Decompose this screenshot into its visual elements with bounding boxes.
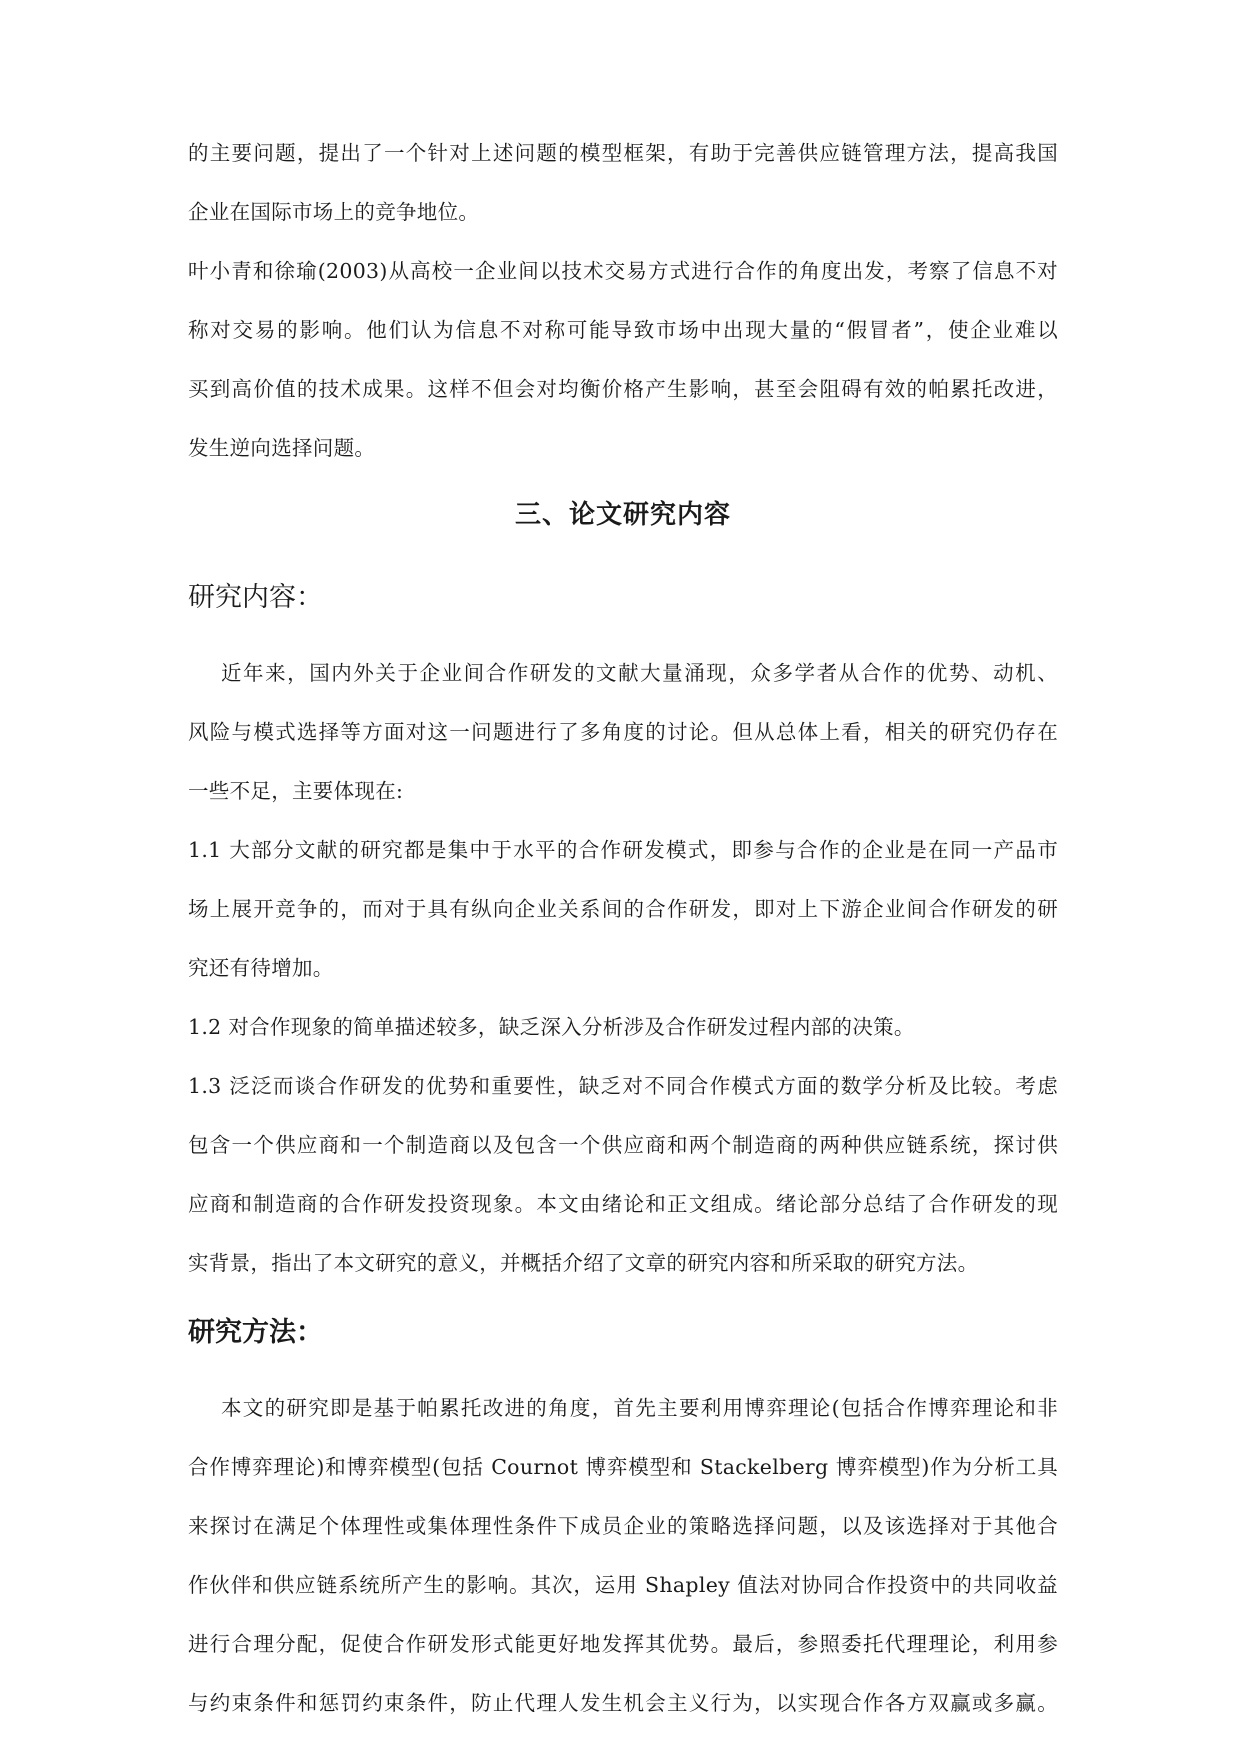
paragraph-line: 来探讨在满足个体理性或集体理性条件下成员企业的策略选择问题，以及该选择对于其他合 bbox=[188, 1514, 1058, 1538]
paragraph-line: 作伙伴和供应链系统所产生的影响。其次，运用 Shapley 值法对协同合作投资中的共同收益 bbox=[188, 1573, 1058, 1597]
paragraph-line: 本文的研究即是基于帕累托改进的角度，首先主要利用博弈理论(包括合作博弈理论和非 bbox=[221, 1396, 1058, 1420]
ye-xu-paragraph bbox=[188, 242, 1058, 478]
paragraph-line: 一些不足，主要体现在: bbox=[188, 779, 404, 803]
paragraph-line: 应商和制造商的合作研发投资现象。本文由绪论和正文组成。绪论部分总结了合作研发的现 bbox=[188, 1192, 1058, 1216]
paragraph-line: 场上展开竞争的，而对于具有纵向企业关系间的合作研发，即对上下游企业间合作研发的研 bbox=[188, 897, 1058, 921]
intro-paragraph bbox=[188, 124, 1058, 242]
paragraph-line: 企业在国际市场上的竞争地位。 bbox=[188, 200, 480, 224]
paragraph-line: 发生逆向选择问题。 bbox=[188, 436, 376, 460]
paragraph-line: 进行合理分配，促使合作研发形式能更好地发挥其优势。最后，参照委托代理理论，利用参 bbox=[188, 1632, 1058, 1656]
research-method-heading: 研究方法： bbox=[188, 1317, 323, 1348]
list-item-1-3 bbox=[188, 1057, 1058, 1293]
paragraph-line: 究还有待增加。 bbox=[188, 956, 334, 980]
paragraph-line: 买到高价值的技术成果。这样不但会对均衡价格产生影响，甚至会阻碍有效的帕累托改进， bbox=[188, 377, 1058, 401]
paragraph-line: 1.3 泛泛而谈合作研发的优势和重要性，缺乏对不同合作模式方面的数学分析及比较。考虑 bbox=[188, 1074, 1058, 1098]
paragraph-line: 1.2 对合作现象的简单描述较多，缺乏深入分析涉及合作研发过程内部的决策。 bbox=[188, 1015, 915, 1039]
paragraph-line: 1.1 大部分文献的研究都是集中于水平的合作研发模式，即参与合作的企业是在同一产品市 bbox=[188, 838, 1058, 862]
paragraph-line: 近年来，国内外关于企业间合作研发的文献大量涌现，众多学者从合作的优势、动机、 bbox=[221, 661, 1058, 685]
paragraph-line: 风险与模式选择等方面对这一问题进行了多角度的讨论。但从总体上看，相关的研究仍存在 bbox=[188, 720, 1058, 744]
research-method-paragraph bbox=[188, 1379, 1058, 1733]
paragraph-line: 的主要问题，提出了一个针对上述问题的模型框架，有助于完善供应链管理方法，提高我国 bbox=[188, 141, 1058, 165]
paragraph-line: 称对交易的影响。他们认为信息不对称可能导致市场中出现大量的“假冒者”，使企业难以 bbox=[188, 318, 1058, 342]
paragraph-line: 实背景，指出了本文研究的意义，并概括介绍了文章的研究内容和所采取的研究方法。 bbox=[188, 1251, 979, 1275]
research-content-heading: 研究内容： bbox=[188, 582, 323, 613]
section-title: 三、论文研究内容 bbox=[514, 500, 731, 530]
paragraph-line: 叶小青和徐瑜(2003)从高校一企业间以技术交易方式进行合作的角度出发，考察了信息不对 bbox=[188, 259, 1058, 283]
list-item-1-2 bbox=[188, 998, 1058, 1057]
paragraph-line: 合作博弈理论)和博弈模型(包括 Cournot 博弈模型和 Stackelberg 博弈模型)作为分析工具 bbox=[188, 1455, 1058, 1479]
paragraph-line: 与约束条件和惩罚约束条件，防止代理人发生机会主义行为，以实现合作各方双赢或多赢。 bbox=[188, 1691, 1058, 1715]
document-page bbox=[188, 124, 1058, 1733]
research-content-paragraph bbox=[188, 644, 1058, 821]
list-item-1-1 bbox=[188, 821, 1058, 998]
paragraph-line: 包含一个供应商和一个制造商以及包含一个供应商和两个制造商的两种供应链系统，探讨供 bbox=[188, 1133, 1058, 1157]
